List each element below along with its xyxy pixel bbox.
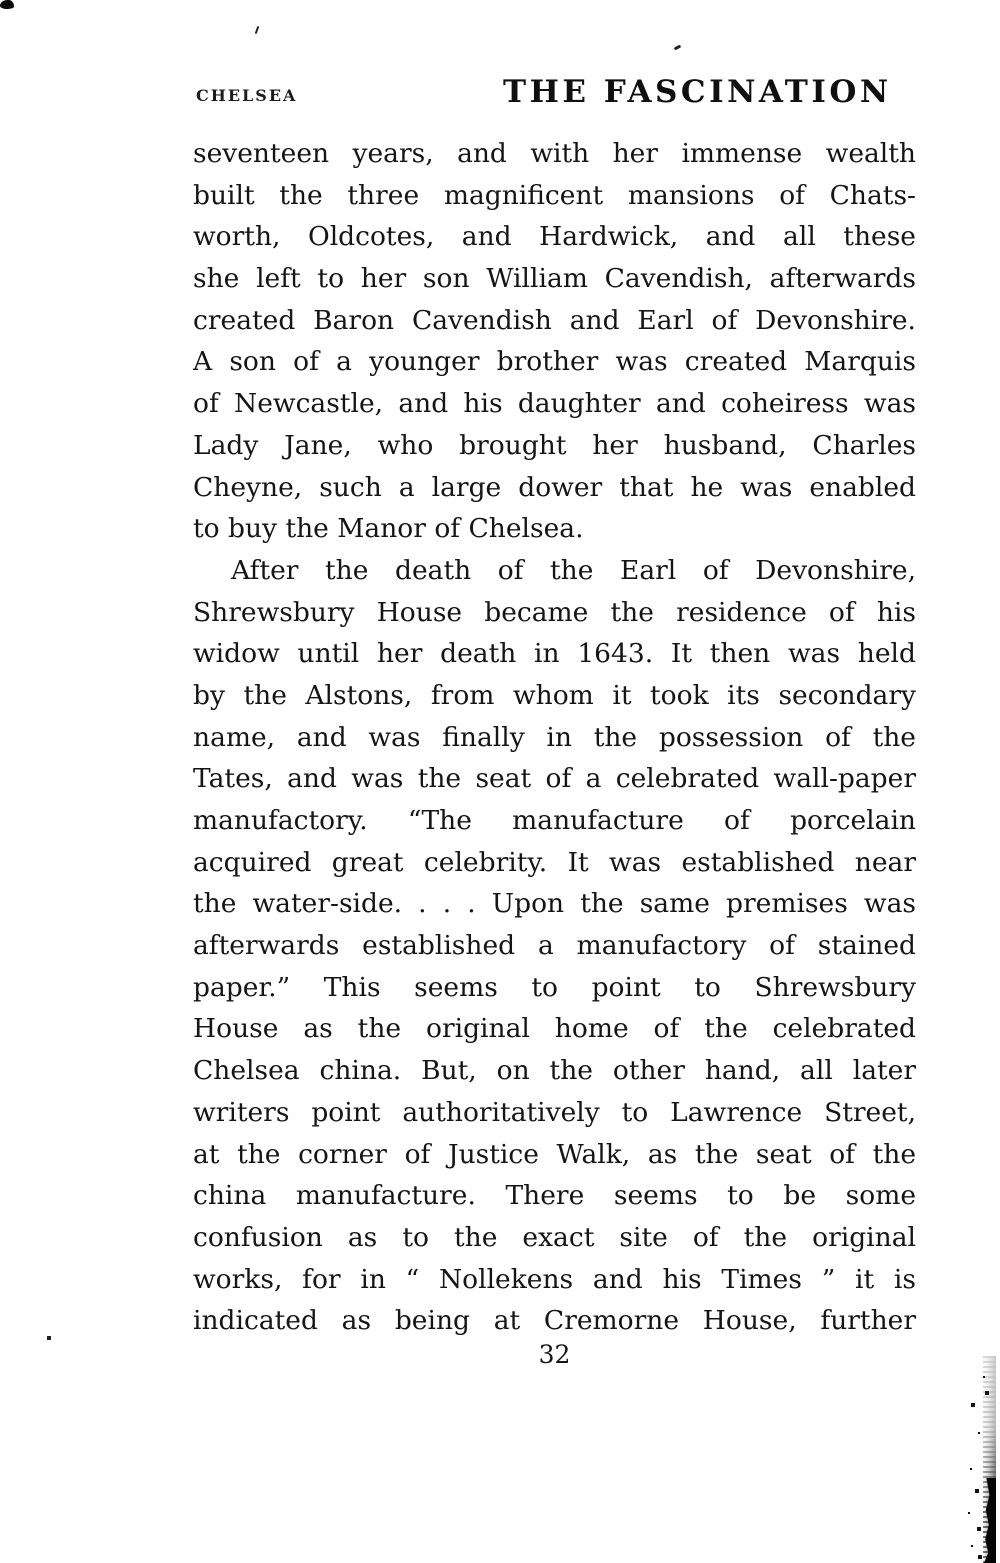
text-line: she left to her son William Cavendish, afterwards (193, 263, 916, 295)
text-line: to buy the Manor of Chelsea. (193, 513, 584, 545)
text-line: china manufacture. There seems to be some (193, 1180, 916, 1212)
text-line: afterwards established a manufactory of stained (193, 930, 916, 962)
text-line: paper.” This seems to point to Shrewsbury (193, 971, 916, 1003)
text-line: House as the original home of the celebrated (193, 1013, 916, 1045)
text-line: confusion as to the exact site of the original (193, 1221, 916, 1253)
text-line: acquired great celebrity. It was established near (193, 846, 916, 878)
text-line: writers point authoritatively to Lawrence Street, (193, 1096, 916, 1128)
text-line: Tates, and was the seat of a celebrated wall-paper (193, 763, 916, 795)
text-line: by the Alstons, from whom it took its secondary (193, 679, 916, 711)
ink-blot (0, 0, 14, 9)
text-line: Lady Jane, who brought her husband, Charles (193, 429, 916, 461)
text-line: works, for in “ Nollekens and his Times ” it is (193, 1263, 916, 1295)
text-line: the water-side. . . . Upon the same premises was (193, 888, 916, 920)
text-line: Cheyne, such a large dower that he was enabled (193, 471, 916, 503)
text-line: indicated as being at Cremorne House, further (193, 1305, 916, 1337)
text-line: seventeen years, and with her immense wealth (193, 138, 916, 169)
text-line: After the death of the Earl of Devonshire, (231, 554, 916, 586)
running-head-title: THE FASCINATION (503, 74, 892, 110)
ink-speck (674, 45, 682, 51)
ink-speck (255, 26, 260, 34)
text-line: at the corner of Justice Walk, as the seat of the (193, 1138, 916, 1170)
text-line: of Newcastle, and his daughter and coheiress was (193, 388, 916, 420)
text-line: widow until her death in 1643. It then was held (193, 638, 916, 670)
scan-edge-specks (0, 0, 2, 2)
text-line: worth, Oldcotes, and Hardwick, and all these (193, 221, 916, 253)
text-line: built the three magnificent mansions of Chats- (193, 179, 916, 211)
running-head-left: CHELSEA (196, 86, 298, 105)
text-line: A son of a younger brother was created Marquis (193, 346, 916, 378)
body-text (193, 133, 916, 1342)
text-line: manufactory. “The manufacture of porcelain (193, 805, 916, 836)
text-line: Chelsea china. But, on the other hand, all later (193, 1055, 916, 1087)
ink-speck (47, 1336, 51, 1340)
text-line: Shrewsbury House became the residence of his (193, 596, 916, 628)
text-line: name, and was finally in the possession of the (193, 721, 916, 753)
page-number: 32 (538, 1340, 571, 1369)
text-line: created Baron Cavendish and Earl of Devonshire. (193, 304, 916, 336)
